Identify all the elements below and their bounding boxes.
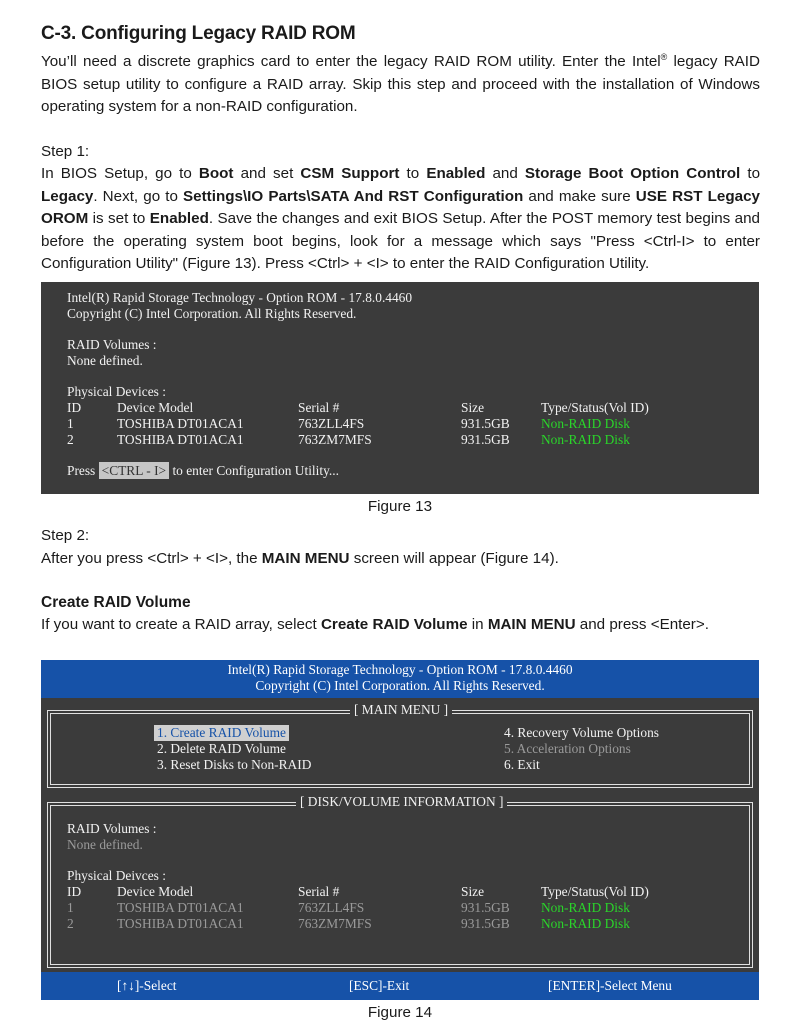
menu-item-create-raid-volume[interactable]: 1. Create RAID Volume bbox=[154, 725, 289, 741]
status-badge: Non-RAID Disk bbox=[541, 416, 630, 431]
step2-paragraph: After you press <Ctrl> + <I>, the MAIN MENU screen will appear (Figure 14). bbox=[41, 549, 559, 567]
manual-page bbox=[41, 22, 760, 276]
intro-text-b: legacy RAID BIOS setup utility to configure a RAID array. Skip this step and proceed with the installation of Windows operating system for a non-RAID configuration. bbox=[41, 53, 760, 116]
disk-volume-info-title: [ DISK/VOLUME INFORMATION ] bbox=[296, 794, 507, 810]
figure-13-caption: Figure 13 bbox=[367, 498, 433, 515]
main-menu-title: [ MAIN MENU ] bbox=[350, 702, 452, 718]
bios-header bbox=[41, 660, 759, 698]
disk-volume-info-panel: [ DISK/VOLUME INFORMATION ] RAID Volumes : None defined. Physical Deivces : ID Device Model Serial # Size Type/Status(Vol ID) 1 TOSHIBA DT01ACA1 763ZLL4FS 931.5GB Non-RAID Disk 2 TOSHIBA DT01ACA1 763ZM7MFS 931.5GB Non-RAID Disk bbox=[47, 802, 753, 968]
header-device-model: Device Model bbox=[117, 400, 194, 415]
menu-item-recovery-volume-options[interactable]: 4. Recovery Volume Options bbox=[504, 725, 659, 740]
create-raid-paragraph: If you want to create a RAID array, select Create RAID Volume in MAIN MENU and press <Enter>. bbox=[41, 616, 709, 633]
header-type-status: Type/Status(Vol ID) bbox=[541, 400, 649, 415]
step1-label: Step 1: bbox=[41, 142, 90, 160]
raid-volumes-label: RAID Volumes : bbox=[67, 821, 157, 836]
header-serial: Serial # bbox=[298, 400, 340, 415]
create-raid-heading: Create RAID Volume bbox=[41, 594, 191, 611]
section-title: C-3. Configuring Legacy RAID ROM bbox=[41, 23, 356, 44]
status-badge: Non-RAID Disk bbox=[541, 900, 630, 915]
ctrl-i-key-hint: <CTRL - I> bbox=[99, 462, 169, 479]
copyright-line: Copyright (C) Intel Corporation. All Rights Reserved. bbox=[255, 677, 545, 693]
none-defined-text: None defined. bbox=[67, 837, 143, 852]
bios-footer-key-hints bbox=[41, 972, 759, 1000]
select-key-hint: [↑↓]-Select bbox=[117, 978, 177, 993]
status-badge: Non-RAID Disk bbox=[541, 916, 630, 931]
copyright-line: Copyright (C) Intel Corporation. All Rights Reserved. bbox=[67, 306, 357, 321]
main-menu-panel bbox=[47, 702, 753, 788]
intro-paragraph bbox=[41, 46, 760, 119]
menu-item-acceleration-options: 5. Acceleration Options bbox=[504, 741, 631, 756]
menu-item-exit[interactable]: 6. Exit bbox=[504, 757, 540, 772]
status-badge: Non-RAID Disk bbox=[541, 432, 630, 447]
header-id: ID bbox=[67, 400, 82, 415]
figure-14-caption: Figure 14 bbox=[367, 1004, 433, 1021]
menu-item-reset-disks[interactable]: 3. Reset Disks to Non-RAID bbox=[157, 757, 312, 772]
rom-version-line: Intel(R) Rapid Storage Technology - Option ROM - 17.8.0.4460 bbox=[67, 290, 413, 305]
figure-14-main-menu-screen bbox=[41, 660, 759, 1000]
figure-13-option-rom-screen: Intel(R) Rapid Storage Technology - Option ROM - 17.8.0.4460 Copyright (C) Intel Corporation. All Rights Reserved. RAID Volumes : None defined. Physical Devices : ID Device Model Serial # Size Type/Status(Vol ID) 1 TOSHIBA DT01ACA1 763ZLL4FS 931.5GB Non-RAID Disk 2 TOSHIBA DT01ACA1 763ZM7MFS 931.5GB Non-RAID Disk Press <CTRL - I> to enter Configuration Utility... bbox=[41, 282, 759, 494]
header-size: Size bbox=[461, 400, 485, 415]
press-ctrl-i-prompt: Press <CTRL - I> to enter Configuration Utility... bbox=[67, 463, 339, 478]
physical-devices-label: Physical Deivces : bbox=[67, 868, 166, 883]
step2-label: Step 2: bbox=[41, 527, 90, 544]
registered-mark: ® bbox=[660, 52, 668, 62]
none-defined-text: None defined. bbox=[67, 353, 143, 368]
rom-version-line: Intel(R) Rapid Storage Technology - Option ROM - 17.8.0.4460 bbox=[227, 662, 573, 677]
enter-select-menu-key-hint: [ENTER]-Select Menu bbox=[548, 978, 672, 993]
physical-devices-label: Physical Devices : bbox=[67, 384, 166, 399]
raid-volumes-label: RAID Volumes : bbox=[67, 337, 157, 352]
esc-exit-key-hint: [ESC]-Exit bbox=[349, 978, 410, 993]
intro-text-a: You’ll need a discrete graphics card to enter the legacy RAID ROM utility. Enter the Intel bbox=[41, 53, 661, 71]
menu-item-delete-raid-volume[interactable]: 2. Delete RAID Volume bbox=[157, 741, 286, 756]
step1-paragraph: In BIOS Setup, go to Boot and set CSM Support to Enabled and Storage Boot Option Control to Legacy. Next, go to Settings\IO Parts\SATA And RST Configuration and make sure USE RST Legacy OROM is set to Enabled. Save the changes and exit BIOS Setup. After the POST memory test begins and before the operating system boot begins, look for a message which says "Press <Ctrl-I> to enter Configuration Utility" (Figure 13). Press <Ctrl> + <I> to enter the RAID Configuration Utility. bbox=[41, 165, 761, 273]
